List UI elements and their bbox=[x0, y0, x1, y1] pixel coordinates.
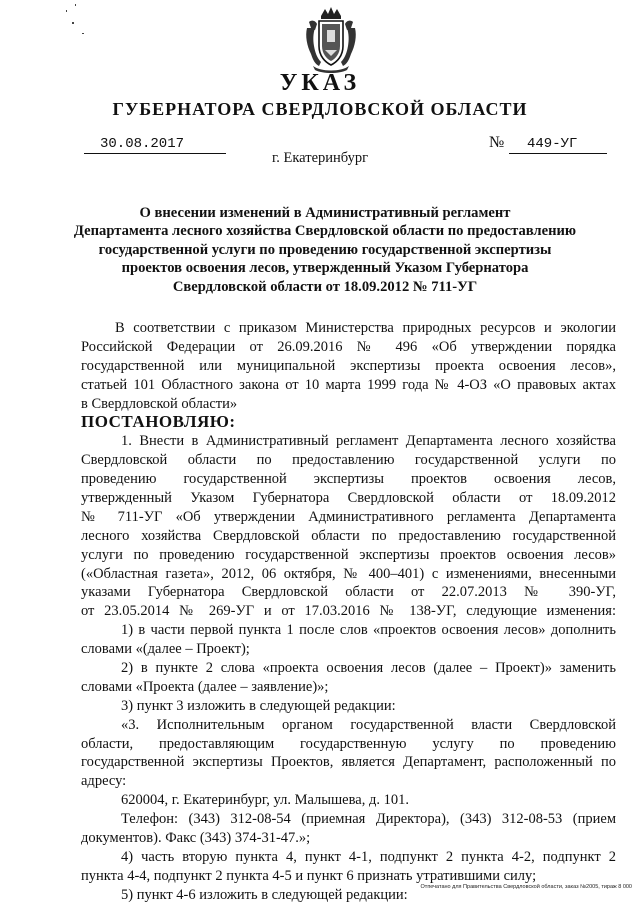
body-line: словами «(далее – Проект); bbox=[81, 641, 250, 658]
body-line: словами «Проекта (далее – заявление)»; bbox=[81, 678, 329, 695]
issuing-authority: ГУБЕРНАТОРА СВЕРДЛОВСКОЙ ОБЛАСТИ bbox=[112, 99, 528, 119]
body-line: утвержденный Указом Губернатора Свердловской области от 18.09.2012 bbox=[81, 490, 616, 507]
document-type: УКАЗ bbox=[279, 70, 361, 96]
scan-speck bbox=[82, 33, 84, 34]
body-line: 2) в пункте 2 слова «проекта освоения лесов (далее – Проект)» заменить bbox=[121, 660, 616, 677]
title-line: проектов освоения лесов, утвержденный Указом Губернатора bbox=[121, 260, 529, 277]
body-line: в Свердловской области» bbox=[81, 395, 238, 412]
print-footer: Отпечатано для Правительства Свердловской области, заказ №2005, тираж 8 000 bbox=[420, 884, 632, 890]
body-line: проведению государственной экспертизы проектов освоения лесов, bbox=[81, 471, 616, 488]
body-line: «3. Исполнительным органом государственной власти Свердловской bbox=[121, 716, 616, 733]
body-line: указами Губернатора Свердловской области от 22.07.2013 № 390-УГ, bbox=[81, 584, 616, 601]
body-line: пункта 4-4, подпункт 2 пункта 4-5 и пункт 6 признать утратившими силу; bbox=[81, 867, 537, 884]
body-line: статьей 101 Областного закона от 10 марта 1999 года № 4-ОЗ «О правовых актах bbox=[81, 376, 616, 393]
body-line: В соответствии с приказом Министерства природных ресурсов и экологии bbox=[115, 320, 616, 336]
issue-city: г. Екатеринбург bbox=[271, 150, 369, 166]
coat-of-arms-icon bbox=[301, 6, 361, 74]
body-line: адресу: bbox=[81, 773, 127, 790]
body-line: услуги по проведению государственной экспертизы проектов освоения лесов» bbox=[81, 546, 616, 563]
decree-body bbox=[81, 319, 616, 905]
title-line: государственной услуги по проведению государственной экспертизы bbox=[98, 241, 552, 258]
body-line: документов). Факс (343) 374-31-47.»; bbox=[81, 830, 311, 847]
body-line: государственной или муниципальной экспертизы проекта освоения лесов», bbox=[81, 357, 616, 374]
decree-number: 449-УГ bbox=[509, 136, 607, 154]
body-line: 3) пункт 3 изложить в следующей редакции: bbox=[121, 697, 396, 714]
number-sign: № bbox=[489, 134, 505, 151]
decree-date: 30.08.2017 bbox=[84, 136, 226, 154]
decree-title bbox=[60, 204, 590, 296]
body-line: Телефон: (343) 312-08-54 (приемная Директора), (343) 312-08-53 (прием bbox=[121, 811, 616, 828]
body-line: («Областная газета», 2012, 06 октября, № 400–401) с изменениями, внесенными bbox=[81, 565, 616, 582]
body-line: 1. Внести в Административный регламент Департамента лесного хозяйства bbox=[121, 433, 616, 450]
body-line: государственной экспертизы Проектов, является Департамент, расположенный по bbox=[81, 754, 616, 771]
body-line: Свердловской области по предоставлению государственной услуги по bbox=[81, 452, 616, 469]
title-line: Свердловской области от 18.09.2012 № 711-УГ bbox=[172, 278, 478, 295]
body-line: от 23.05.2014 № 269-УГ и от 17.03.2016 № 138-УГ, следующие изменения: bbox=[81, 603, 616, 620]
body-line: лесного хозяйства Свердловской области по предоставлению государственной bbox=[81, 527, 616, 544]
body-line: области, предоставляющим государственную услугу по проведению bbox=[81, 735, 616, 752]
scan-speck bbox=[66, 10, 67, 12]
scan-speck bbox=[72, 22, 74, 24]
scan-speck bbox=[75, 4, 76, 6]
title-line: Департамента лесного хозяйства Свердловской области по предоставлению bbox=[73, 223, 577, 240]
body-line: Российской Федерации от 26.09.2016 № 496 «Об утверждении порядка bbox=[81, 338, 616, 355]
body-line: № 711-УГ «Об утверждении Административного регламента Департамента bbox=[81, 508, 616, 525]
title-line: О внесении изменений в Административный регламент bbox=[139, 205, 511, 221]
body-line: 4) часть вторую пункта 4, пункт 4-1, подпункт 2 пункта 4-2, подпункт 2 bbox=[121, 848, 616, 865]
body-line: 5) пункт 4-6 изложить в следующей редакции: bbox=[121, 886, 408, 903]
resolution-heading: ПОСТАНОВЛЯЮ: bbox=[81, 412, 236, 432]
body-line: 1) в части первой пункта 1 после слов «проектов освоения лесов» дополнить bbox=[121, 622, 616, 639]
body-line: 620004, г. Екатеринбург, ул. Малышева, д. 101. bbox=[121, 792, 409, 809]
